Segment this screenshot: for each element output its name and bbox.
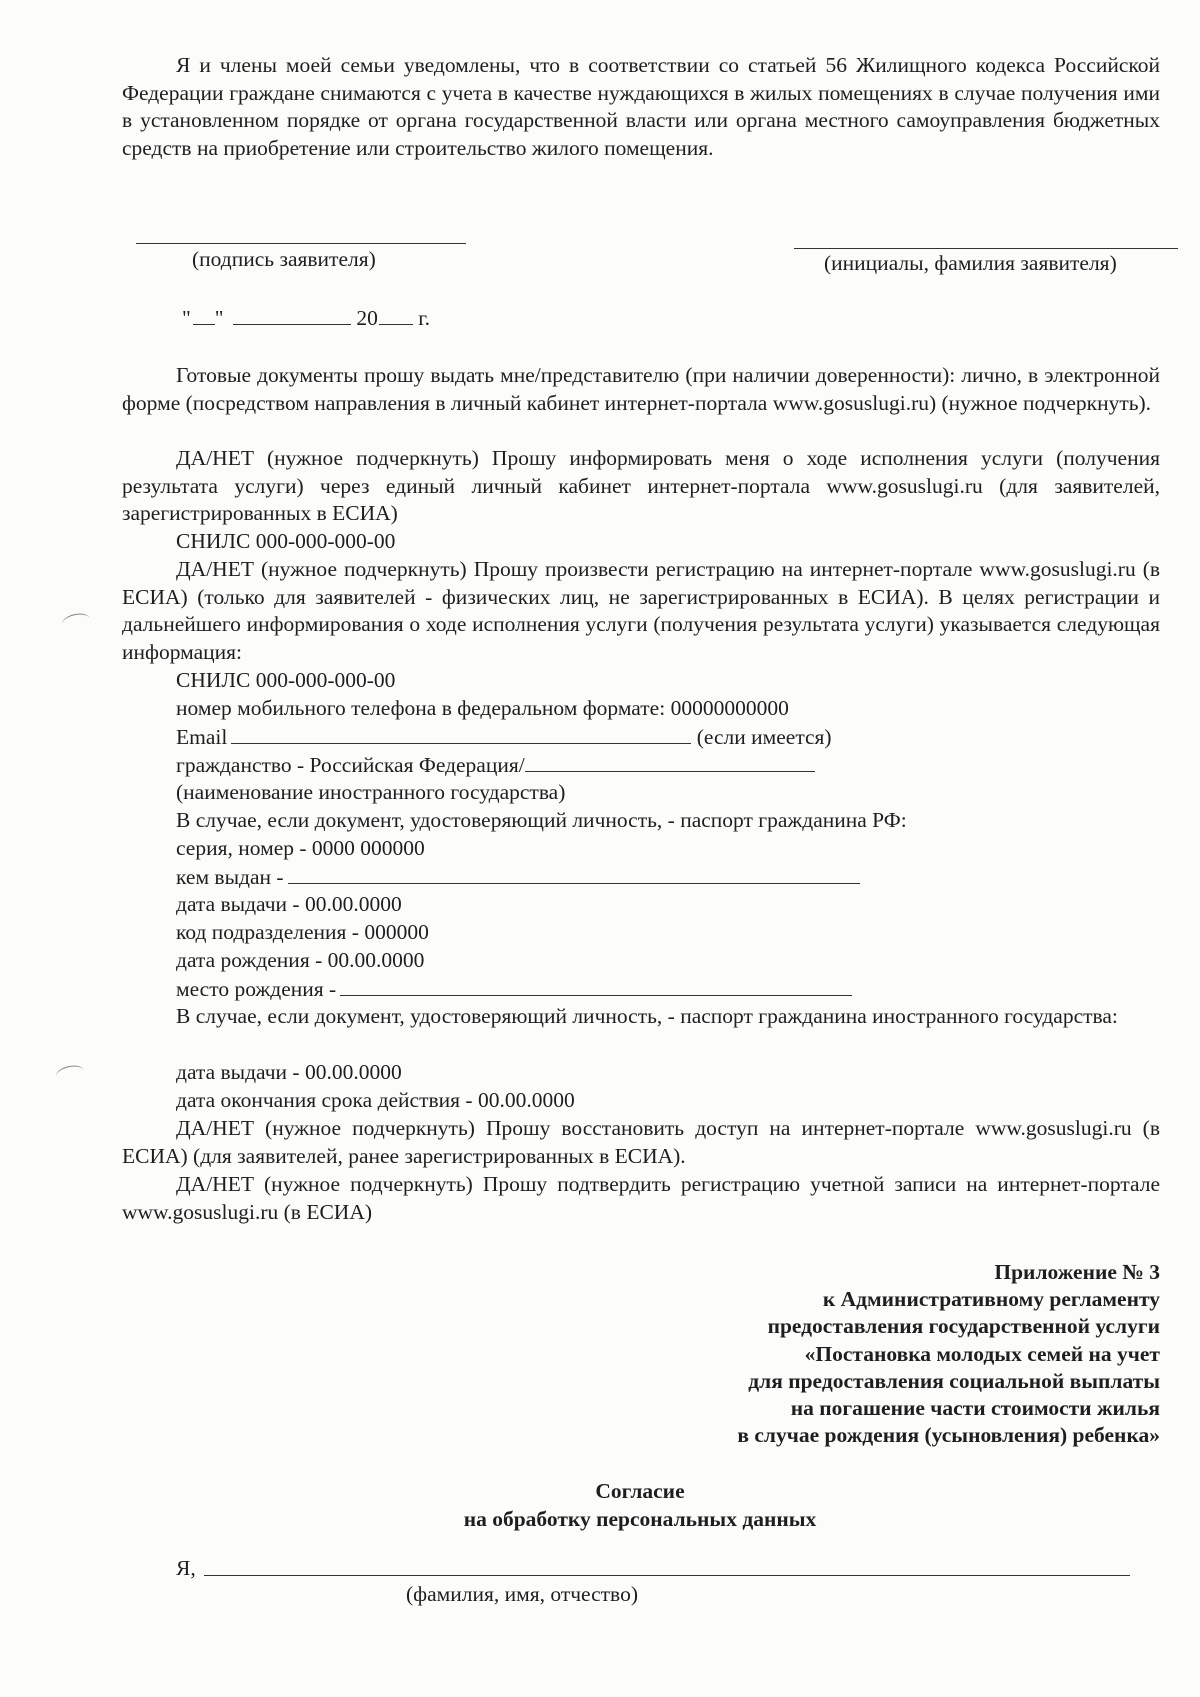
issued-by-label: кем выдан - [176,865,284,889]
year-blank [379,304,413,325]
series-number-field: серия, номер - 0000 000000 [176,836,425,860]
appendix-line: к Административному регламенту [822,1287,1160,1312]
year-prefix: 20 [356,306,378,330]
month-blank [233,304,351,325]
issued-by-row [122,863,860,892]
date-line [182,304,430,333]
birth-date-field: дата рождения - 00.00.0000 [176,948,425,972]
appendix-line: Приложение № 3 [994,1260,1160,1284]
fio-caption: (фамилия, имя, отчество) [406,1582,638,1606]
consent-title-line-2: на обработку персональных данных [463,1506,817,1531]
quote-open: " [182,306,191,330]
birth-place-blank [340,975,852,996]
citizenship-row [122,751,815,780]
snils-line: СНИЛС 000-000-000-00 [176,529,396,553]
citizenship-label: гражданство - Российская Федерация/ [176,753,525,777]
issue-date-field: дата выдачи - 00.00.0000 [176,892,402,916]
inform-paragraph: ДА/НЕТ (нужное подчеркнуть) Прошу информировать меня о ходе исполнения услуги (получения результата услуги) через единый личный кабинет интернет-портала www.gosuslugi.ru (для заявителей, зарегистрированных в ЕСИА) [122,446,1160,526]
appendix-line: в случае рождения (усыновления) ребенка» [737,1423,1160,1448]
rf-passport-intro: В случае, если документ, удостоверяющий личность, - паспорт гражданина РФ: [176,808,907,832]
foreign-expiry-date-field: дата окончания срока действия - 00.00.0000 [176,1088,575,1112]
name-line [794,248,1178,249]
signature-caption: (подпись заявителя) [192,247,376,271]
applicant-name-caption: (инициалы, фамилия заявителя) [824,251,1117,275]
consent-i-prefix: Я, [176,1556,196,1580]
year-suffix: г. [418,306,430,330]
documents-paragraph: Готовые документы прошу выдать мне/представителю (при наличии доверенности): лично, в электронной форме (посредством направления в личный кабинет интернет-портала www.gosuslugi.ru) (нужное подчеркнуть). [122,363,1160,415]
email-row [122,723,832,752]
day-blank [193,304,215,325]
scan-mark [61,611,92,631]
fio-line [204,1575,1130,1576]
email-label: Email [176,725,228,749]
restore-paragraph: ДА/НЕТ (нужное подчеркнуть) Прошу восстановить доступ на интернет-портале www.gosuslugi.ru (в ЕСИА) (для заявителей, ранее зарегистрированных в ЕСИА). [122,1116,1160,1168]
foreign-issue-date-field: дата выдачи - 00.00.0000 [176,1060,402,1084]
email-note: (если имеется) [696,725,832,749]
division-code-field: код подразделения - 000000 [176,920,429,944]
email-blank [231,723,691,744]
notice-paragraph: Я и члены моей семьи уведомлены, что в соответствии со статьей 56 Жилищного кодекса Российской Федерации граждане снимаются с учета в качестве нуждающихся в жилых помещениях в случае получения ими в установленном порядке от органа государственной власти или органа местного самоуправления бюджетных средств на приобретение или строительство жилого помещения. [122,53,1160,161]
appendix-line: на погашение части стоимости жилья [790,1396,1160,1421]
quote-close: " [214,306,224,330]
consent-title-line-1: Согласие [595,1479,685,1503]
appendix-header [560,1259,1160,1449]
register-paragraph: ДА/НЕТ (нужное подчеркнуть) Прошу произвести регистрацию на интернет-портале www.gosuslugi.ru (в ЕСИА) (только для заявителей - физических лиц, не зарегистрированных в ЕСИА). В целях регистрации и дальнейшего информирования о ходе исполнения услуги (получения результата услуги) указывается следующая информация: [122,557,1160,665]
foreign-passport-paragraph: В случае, если документ, удостоверяющий личность, - паспорт гражданина иностранного государства: [176,1004,1118,1028]
birth-place-row [122,975,852,1004]
scan-mark [55,1063,86,1083]
signature-line [136,243,466,244]
consent-title [330,1478,950,1533]
confirm-paragraph: ДА/НЕТ (нужное подчеркнуть) Прошу подтвердить регистрацию учетной записи на интернет-портале www.gosuslugi.ru (в ЕСИА) [122,1172,1160,1224]
foreign-state-caption: (наименование иностранного государства) [176,780,566,804]
birth-place-label: место рождения - [176,977,337,1001]
issued-by-blank [288,863,860,884]
appendix-line: предоставления государственной услуги [767,1314,1160,1339]
snils-field: СНИЛС 000-000-000-00 [176,668,396,692]
phone-field: номер мобильного телефона в федеральном формате: 00000000000 [176,696,789,720]
appendix-line: «Постановка молодых семей на учет [804,1341,1160,1366]
appendix-line: для предоставления социальной выплаты [748,1368,1160,1393]
citizenship-blank [525,751,815,772]
